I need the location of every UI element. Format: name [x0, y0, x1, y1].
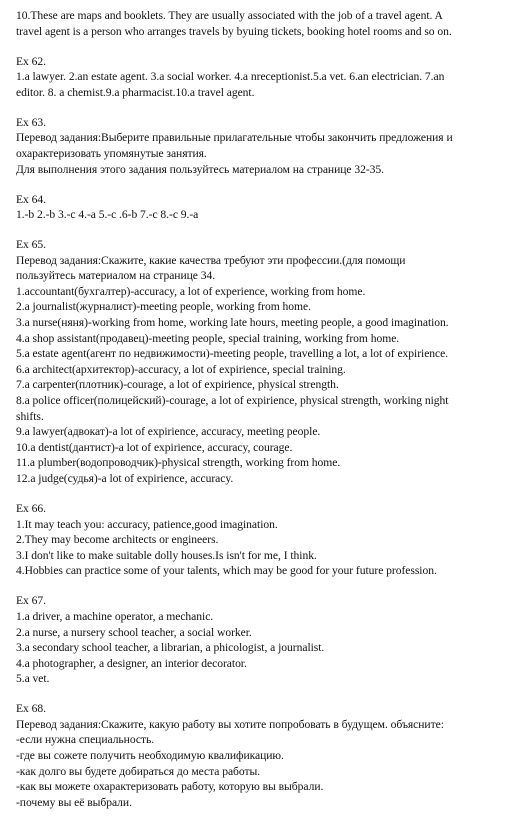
text-line: 4.a shop assistant(продавец)-meeting people, special training, working from home. — [16, 331, 400, 345]
text-line: -почему вы её выбрали. — [16, 795, 132, 809]
text-line: 12.a judge(судья)-a lot of expirience, accuracy. — [16, 472, 234, 485]
text-line: Для выполнения этого задания пользуйтесь материалом на странице 32-35. — [16, 162, 384, 176]
text-line: 8.a police officer(полицейский)-courage, a lot of expirience, physical strength, working night — [16, 394, 449, 408]
exercise-65 — [16, 237, 520, 487]
exercise-heading: Ex 66. — [16, 501, 46, 515]
text-line: shifts. — [16, 409, 44, 423]
text-line: 5.a vet. — [16, 672, 50, 686]
exercise-heading: Ex 64. — [16, 192, 46, 206]
text-line: -как вы можете охарактеризовать работу, которую вы выбрали. — [16, 780, 324, 794]
text-line: 5.a estate agent(агент по недвижимости)-meeting people, travelling a lot, a lot of expirience. — [16, 347, 449, 361]
text-line: -если нужна специальность. — [16, 733, 155, 747]
text-line: 3.a nurse(няня)-working from home, working late hours, meeting people, a good imagination. — [16, 316, 449, 330]
exercise-heading: Ex 67. — [16, 594, 46, 608]
document-page — [16, 8, 520, 825]
text-line: охарактеризовать упомянутые занятия. — [16, 146, 207, 160]
exercise-66 — [16, 501, 520, 579]
exercise-heading: Ex 63. — [16, 115, 46, 129]
text-line: 11.a plumber(водопроводчик)-physical strength, working from home. — [16, 456, 341, 470]
text-line: пользуйтесь материалом на странице 34. — [16, 269, 216, 283]
text-line: 3.I don't like to make suitable dolly houses.Is isn't for me, I think. — [16, 548, 317, 562]
text-line: 4.a photographer, a designer, an interior decorator. — [16, 656, 247, 670]
text-line: Перевод задания:Выберите правильные прилагательные чтобы закончить предложения и — [16, 131, 453, 145]
text-line: 10.These are maps and booklets. They are usually associated with the job of a travel agent. A — [16, 9, 443, 22]
exercise-67 — [16, 593, 520, 687]
exercise-heading: Ex 65. — [16, 238, 46, 252]
text-line: 3.a secondary school teacher, a librarian, a phicologist, a journalist. — [16, 641, 325, 655]
text-line: 7.a carpenter(плотник)-courage, a lot of expirience, physical strength. — [16, 378, 339, 392]
text-line: Перевод задания:Скажите, какие качества требуют эти профессии.(для помощи — [16, 253, 406, 267]
text-line: -как долго вы будете добираться до места работы. — [16, 764, 261, 778]
exercise-64 — [16, 192, 520, 223]
text-line: 1.a driver, a machine operator, a mechanic. — [16, 609, 214, 623]
text-line: 1.-b 2.-b 3.-c 4.-a 5.-c .6-b 7.-c 8.-c 9.-a — [16, 208, 199, 222]
text-line: editor. 8. a chemist.9.a pharmacist.10.a travel agent. — [16, 85, 255, 99]
intro-paragraph — [16, 8, 520, 39]
text-line: 1.a lawyer. 2.an estate agent. 3.a social worker. 4.a nreceptionist.5.a vet. 6.an electrician. 7.an — [16, 70, 445, 84]
exercise-63 — [16, 115, 520, 177]
exercise-62 — [16, 54, 520, 101]
text-line: 9.a lawyer(адвокат)-a lot of expirience, accuracy, meeting people. — [16, 425, 321, 439]
text-line: 10.a dentist(дантист)-a lot of expirience, accuracy, courage. — [16, 440, 293, 454]
text-line: 4.Hobbies can practice some of your talents, which may be good for your future profession. — [16, 564, 437, 578]
text-line: 1.It may teach you: accuracy, patience,good imagination. — [16, 517, 278, 531]
text-line: 2.a nurse, a nursery school teacher, a social worker. — [16, 625, 252, 639]
text-line: Перевод задания:Скажите, какую работу вы хотите попробовать в будущем. объясните: — [16, 717, 444, 731]
exercise-heading: Ex 62. — [16, 54, 46, 68]
text-line: 2.a journalist(журналист)-meeting people, working from home. — [16, 300, 311, 314]
text-line: travel agent is a person who arranges travels by byuing tickets, booking hotel rooms and so on. — [16, 24, 452, 38]
text-line: 2.They may become architects or engineers. — [16, 533, 219, 547]
exercise-68 — [16, 701, 520, 810]
exercise-heading: Ex 68. — [16, 702, 46, 716]
text-line: 6.a architect(архитектор)-accuracy, a lot of expirience, special training. — [16, 362, 346, 376]
text-line: -где вы сожете получить необходимую квалификацию. — [16, 749, 284, 763]
text-line: 1.accountant(бухгалтер)-accuracy, a lot of experience, working from home. — [16, 284, 366, 298]
